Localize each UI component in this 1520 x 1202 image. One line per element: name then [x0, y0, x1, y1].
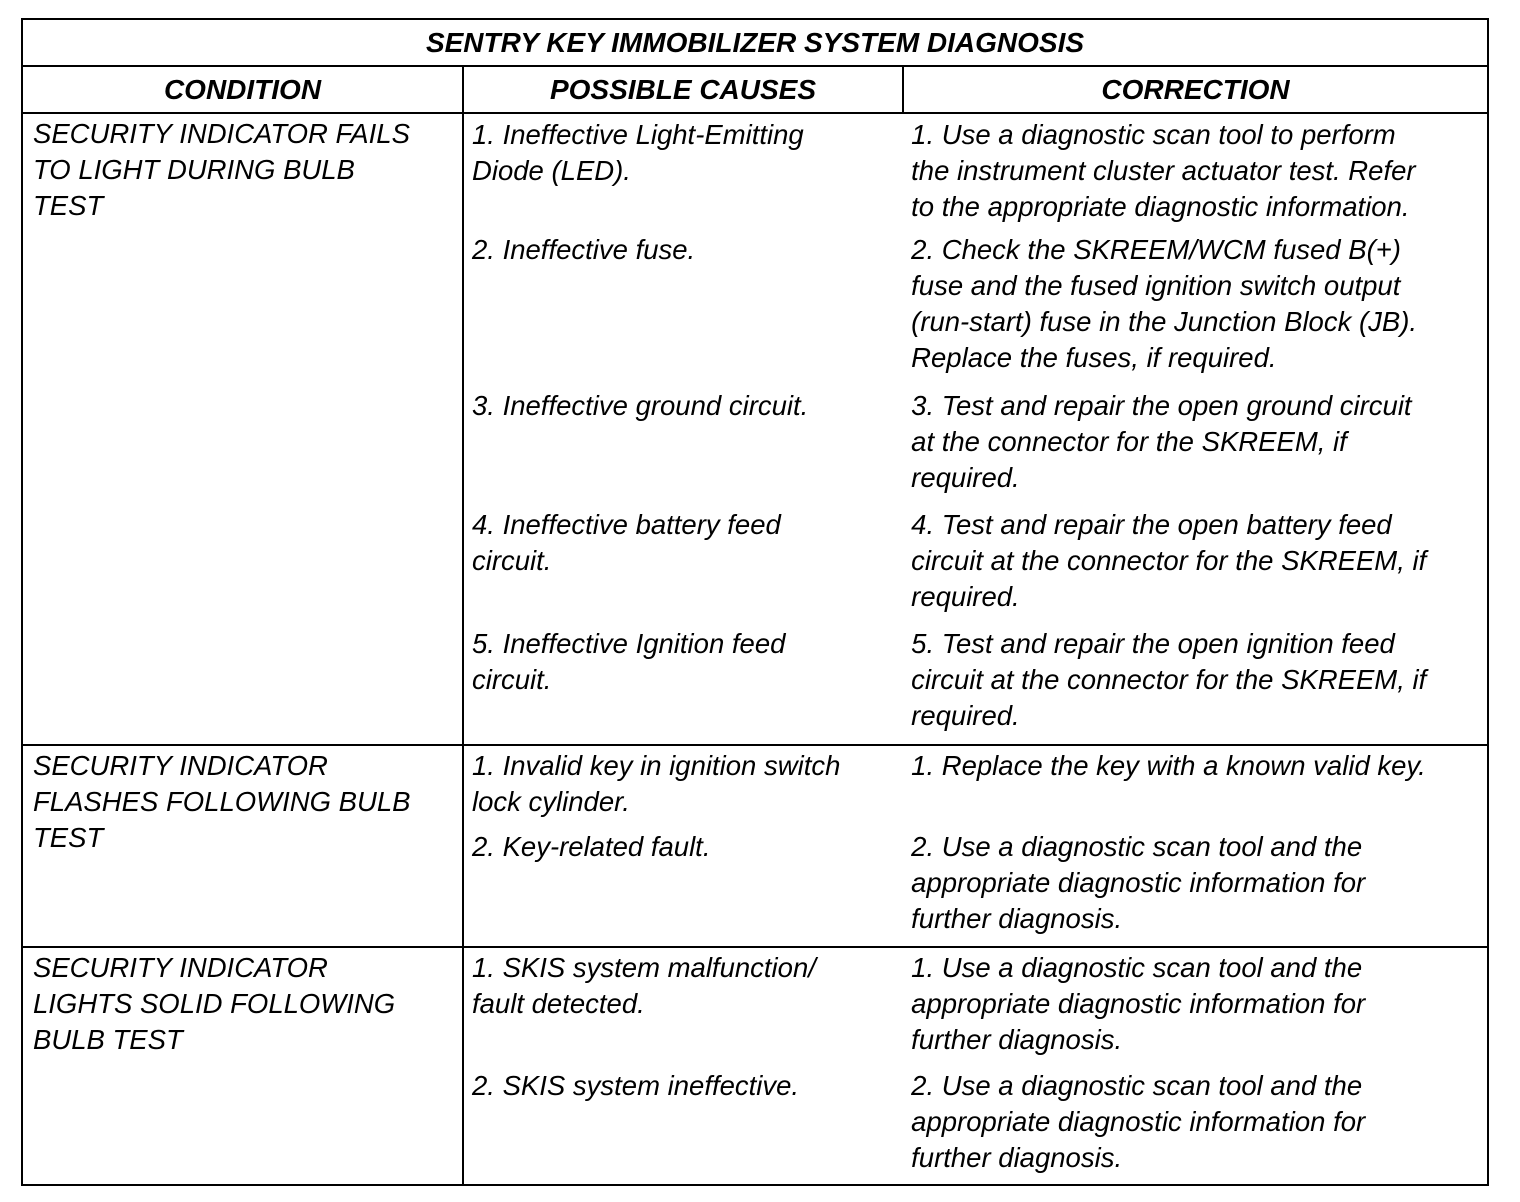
- correction-text: 3. Test and repair the open ground circuit at the connector for the SKREEM, if required.: [911, 390, 1412, 493]
- diagnosis-table: [21, 18, 1489, 1186]
- condition-cell: [22, 113, 463, 745]
- cause-correction-pair: [464, 507, 1487, 626]
- causes-corrections-cell: [463, 947, 1488, 1185]
- correction-text: 1. Replace the key with a known valid key.: [911, 750, 1426, 781]
- condition-cell: [22, 745, 463, 947]
- header-condition: CONDITION: [22, 66, 463, 113]
- table-row: [22, 947, 1488, 1185]
- cause-text: 1. Invalid key in ignition switch lock cylinder.: [472, 750, 841, 817]
- cause-correction-pair: [464, 948, 1487, 1068]
- header-correction: CORRECTION: [903, 66, 1488, 113]
- cause-text: 2. Key-related fault.: [472, 831, 711, 862]
- table-row: [22, 745, 1488, 947]
- correction-text: 1. Use a diagnostic scan tool to perform the instrument cluster actuator test. Refer to the appropriate diagnostic information.: [911, 119, 1416, 222]
- cause-text: 2. SKIS system ineffective.: [472, 1070, 800, 1101]
- cause-correction-pair: [464, 114, 1487, 232]
- condition-text: SECURITY INDICATOR FAILS TO LIGHT DURING BULB TEST: [33, 118, 410, 221]
- cause-correction-pair: [464, 626, 1487, 744]
- table-row: [22, 113, 1488, 745]
- cause-correction-pair: [464, 1068, 1487, 1184]
- cause-text: 1. SKIS system malfunction/ fault detected.: [472, 952, 816, 1019]
- cause-text: 5. Ineffective Ignition feed circuit.: [472, 628, 786, 695]
- cause-text: 4. Ineffective battery feed circuit.: [472, 509, 781, 576]
- condition-text: SECURITY INDICATOR FLASHES FOLLOWING BULB TEST: [33, 750, 411, 853]
- correction-text: 2. Use a diagnostic scan tool and the appropriate diagnostic information for further diagnosis.: [911, 831, 1366, 934]
- cause-text: 3. Ineffective ground circuit.: [472, 390, 809, 421]
- cause-correction-pair: [464, 829, 1487, 946]
- cause-correction-pair: [464, 388, 1487, 507]
- correction-text: 5. Test and repair the open ignition feed circuit at the connector for the SKREEM, if required.: [911, 628, 1427, 731]
- condition-text: SECURITY INDICATOR LIGHTS SOLID FOLLOWING BULB TEST: [33, 952, 396, 1055]
- correction-text: 4. Test and repair the open battery feed circuit at the connector for the SKREEM, if required.: [911, 509, 1427, 612]
- table-title: SENTRY KEY IMMOBILIZER SYSTEM DIAGNOSIS: [22, 19, 1488, 66]
- correction-text: 2. Check the SKREEM/WCM fused B(+) fuse and the fused ignition switch output (run-start) fuse in the Junction Block (JB). Replace the fuses, if required.: [911, 234, 1418, 373]
- causes-corrections-cell: [463, 113, 1488, 745]
- cause-correction-pair: [464, 232, 1487, 388]
- correction-text: 2. Use a diagnostic scan tool and the appropriate diagnostic information for further diagnosis.: [911, 1070, 1366, 1173]
- cause-correction-pair: [464, 746, 1487, 829]
- header-possible-causes: POSSIBLE CAUSES: [463, 66, 903, 113]
- cause-text: 1. Ineffective Light-Emitting Diode (LED).: [472, 119, 804, 186]
- causes-corrections-cell: [463, 745, 1488, 947]
- correction-text: 1. Use a diagnostic scan tool and the appropriate diagnostic information for further diagnosis.: [911, 952, 1366, 1055]
- condition-cell: [22, 947, 463, 1185]
- cause-text: 2. Ineffective fuse.: [472, 234, 696, 265]
